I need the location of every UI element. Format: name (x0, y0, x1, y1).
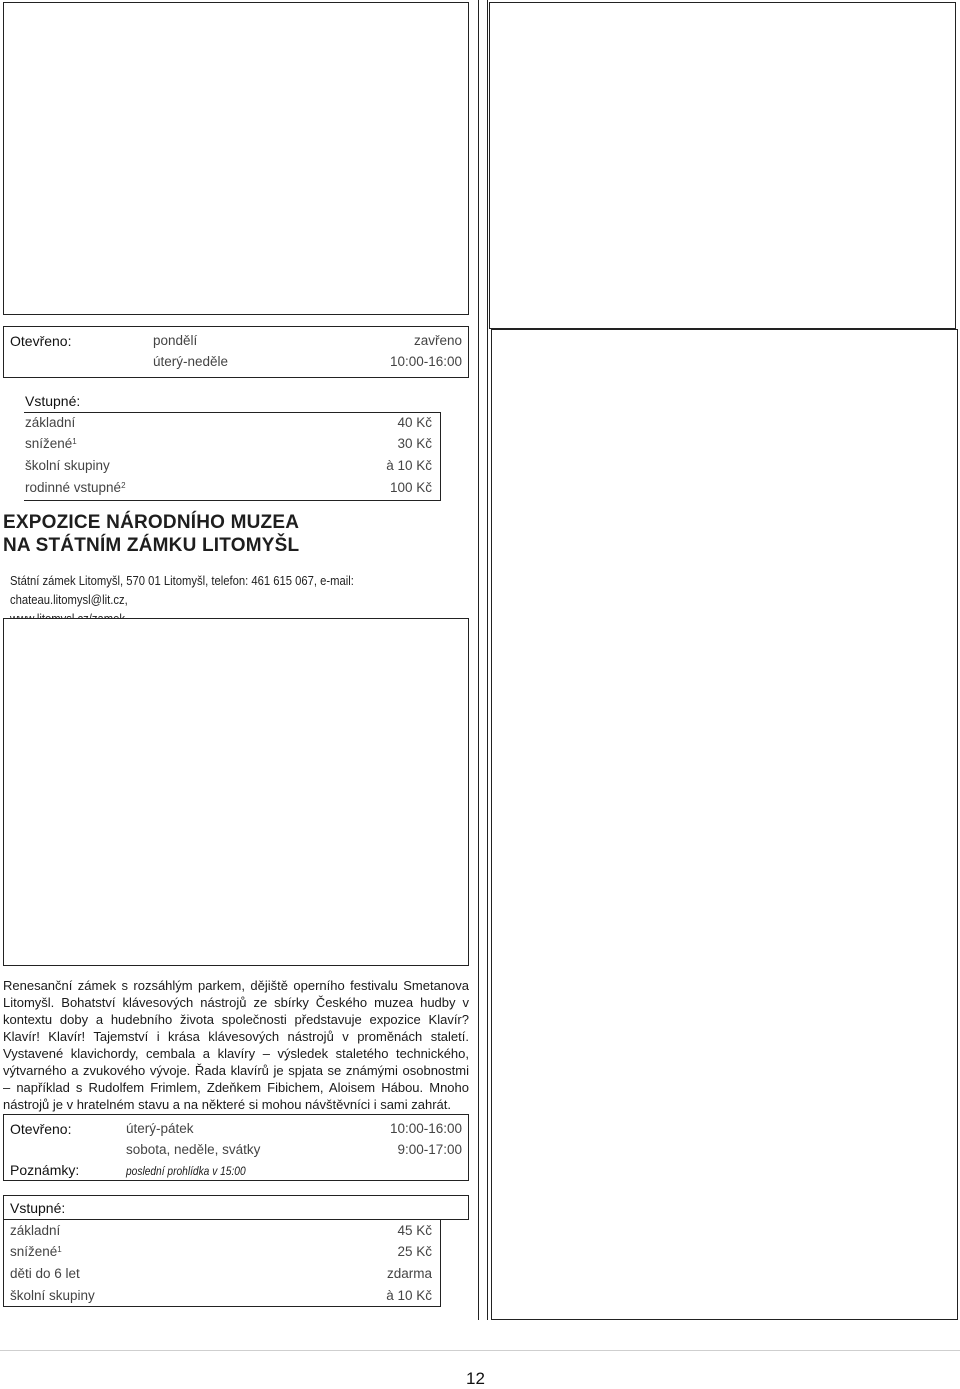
admission-price-1-0: 40 Kč (397, 415, 432, 430)
photo-frame-middle-left (3, 618, 469, 966)
hours-time-1-0: zavřeno (413, 333, 462, 348)
admission-name: snížené (10, 1244, 58, 1259)
footer-rule (0, 1350, 960, 1351)
admission-rule-left-2 (3, 1195, 4, 1307)
admission-name: školní skupiny (25, 458, 110, 473)
column-divider-right (487, 0, 488, 1320)
admission-rule-right-2 (440, 1219, 441, 1307)
footnote-mark: 2 (121, 481, 126, 490)
museum-title-line-1: EXPOZICE NÁRODNÍHO MUZEA (3, 512, 300, 533)
admission-name: základní (25, 415, 76, 430)
opening-hours-label-2: Otevřeno: (10, 1121, 72, 1137)
admission-price-2-2: zdarma (386, 1266, 432, 1281)
admission-rule-right-outer-2 (468, 1195, 469, 1220)
admission-row-2-1 (10, 1243, 62, 1261)
hours-day-1-0: pondělí (153, 333, 198, 348)
hours-day-1-1: úterý-neděle (153, 354, 229, 369)
admission-name: snížené (25, 436, 73, 451)
admission-label-1: Vstupné: (25, 393, 81, 409)
admission-row-1-1 (25, 435, 77, 453)
admission-label-2: Vstupné: (10, 1200, 66, 1216)
admission-row-1-0 (25, 414, 75, 432)
admission-row-2-0 (10, 1222, 60, 1240)
hours-time-2-0: 10:00-16:00 (389, 1121, 462, 1136)
hours-time-1-1: 10:00-16:00 (389, 354, 462, 369)
admission-price-1-3: 100 Kč (389, 480, 432, 495)
admission-rule-top-2 (3, 1195, 469, 1196)
admission-row-1-2 (25, 457, 110, 475)
museum-description: Renesanční zámek s rozsáhlým parkem, dějiště operního festivalu Smetanova Litomyšl. Bohatství klávesových nástrojů ze sbírky Českého muzea hudby v kontextu doby a hudebního života společnosti představuje expozice Klavír? Klavír! Klavír! Tajemství i krása klávesových nástrojů v proměnách staletí. Vystavené klavichordy, cembala a klavíry – výsledek staletého technického, výtvarného a zvukového vývoje. Řada klavírů je spjata se známými osobnostmi – například s Rudolfem Frimlem, Zdeňkem Fibichem, Aloisem Hábou. Mnoho nástrojů je v hratelném stavu a na některé si mohou návštěvníci i sami zahrát. (3, 978, 469, 1112)
admission-price-1-1: 30 Kč (397, 436, 432, 451)
footnote-mark: 1 (72, 437, 77, 446)
admission-price-2-3: à 10 Kč (386, 1288, 432, 1303)
admission-row-2-3 (10, 1287, 95, 1305)
admission-rule-right-1 (440, 412, 441, 501)
admission-price-2-0: 45 Kč (397, 1223, 432, 1238)
page-number: 12 (466, 1369, 485, 1388)
admission-name: děti do 6 let (10, 1266, 80, 1281)
column-divider-left (478, 0, 479, 1320)
admission-rule-top-1 (24, 412, 440, 413)
hours-day-2-1: sobota, neděle, svátky (126, 1142, 261, 1157)
admission-row-1-3 (25, 479, 126, 497)
admission-name: základní (10, 1223, 61, 1238)
admission-rule-mid-2 (3, 1219, 469, 1220)
admission-row-2-2 (10, 1265, 80, 1283)
notes-label: Poznámky: (10, 1162, 80, 1178)
museum-title-line-2: NA STÁTNÍM ZÁMKU LITOMYŠL (3, 535, 300, 556)
admission-name: rodinné vstupné (25, 480, 122, 495)
photo-frame-bottom-right (491, 329, 958, 1320)
notes-text: poslední prohlídka v 15:00 (126, 1164, 246, 1178)
footnote-mark: 1 (57, 1245, 62, 1254)
museum-title (3, 511, 473, 557)
admission-rule-bottom-1 (24, 500, 440, 501)
admission-price-1-2: à 10 Kč (386, 458, 432, 473)
address-line-1: Státní zámek Litomyšl, 570 01 Litomyšl, telefon: 461 615 067, e-mail: chateau.litomysl@lit.cz, (10, 574, 354, 607)
photo-frame-top-right (489, 2, 956, 329)
admission-rule-bottom-2 (3, 1306, 440, 1307)
hours-time-2-1: 9:00-17:00 (397, 1142, 462, 1157)
photo-frame-top-left (3, 2, 469, 315)
opening-hours-label-1: Otevřeno: (10, 333, 72, 349)
admission-name: školní skupiny (10, 1288, 95, 1303)
admission-price-2-1: 25 Kč (397, 1244, 432, 1259)
hours-day-2-0: úterý-pátek (126, 1121, 194, 1136)
